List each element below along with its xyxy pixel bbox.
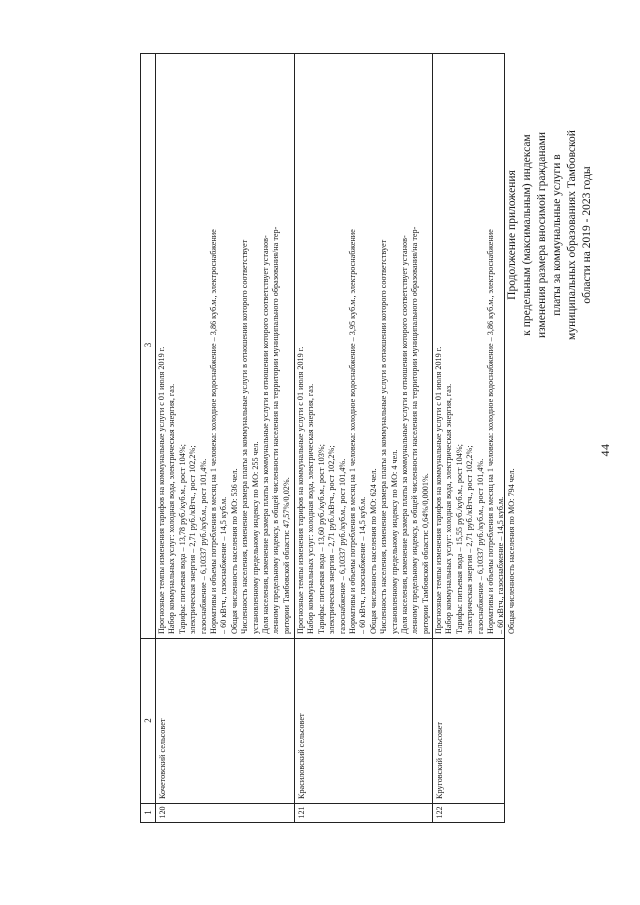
detail-line: ритории Тамбовской области: 47,57%/0,02%. bbox=[281, 477, 291, 634]
row-details bbox=[296, 54, 431, 634]
detail-line: Набор коммунальных услуг: холодная вода, электрическая энергия, газ. bbox=[167, 383, 177, 634]
detail-line: электрическая энергия – 2,71 руб./кВтч., рост 102,2%; bbox=[327, 445, 337, 634]
row-details bbox=[434, 54, 517, 634]
detail-line: ритории Тамбовской области: 0,64%/0,0001%. bbox=[420, 473, 430, 634]
detail-line: газоснабжение – 6,10337 руб./куб.м., рост 101,4%. bbox=[337, 458, 347, 634]
row-number: 120 bbox=[158, 806, 167, 819]
detail-line: газоснабжение – 6,10337 руб./куб.м., рост 101,4%. bbox=[198, 458, 208, 634]
detail-line: ленному предельному индексу, в общей численности населения на территории муниципального образования/на тер- bbox=[271, 226, 281, 634]
detail-line: Численность населения, изменение размера платы за коммунальные услуги в отношении которого соответствует bbox=[379, 239, 389, 634]
detail-line: Прогнозные темпы изменения тарифов на коммунальные услуги с 01 июля 2019 г. bbox=[434, 346, 443, 634]
header-cell: 1 bbox=[143, 810, 153, 815]
caption-line: к предельным (максимальным) индексам bbox=[521, 134, 533, 336]
caption-line: муниципальных образованиях Тамбовской bbox=[566, 130, 578, 340]
detail-line: Тарифы: питьевая вода – 15,55 руб./куб.м., рост 104%; bbox=[454, 444, 464, 634]
row-divider bbox=[432, 54, 433, 822]
detail-line: Прогнозные темпы изменения тарифов на коммунальные услуги с 01 июля 2019 г. bbox=[157, 346, 166, 634]
detail-line: Набор коммунальных услуг: холодная вода, электрическая энергия, газ. bbox=[444, 383, 454, 634]
row-divider bbox=[294, 54, 295, 822]
detail-line: Общая численность населения по МО: 624 чел. bbox=[368, 468, 378, 634]
detail-line: Нормативы и объемы потребления в месяц на 1 человека: холодное водоснабжение – 3,95 куб.м., электроснабжение bbox=[348, 229, 358, 634]
municipality-name: Круговский сельсовет bbox=[435, 722, 444, 799]
detail-line: Численность населения, изменение размера платы за коммунальные услуги в отношении которого соответствует bbox=[240, 239, 250, 634]
row-details bbox=[157, 54, 292, 634]
detail-line: Нормативы и объемы потребления в месяц на 1 человека: холодное водоснабжение – 3,86 куб.м., электроснабжение bbox=[209, 229, 219, 634]
detail-line: Набор коммунальных услуг: холодная вода, электрическая энергия, газ. bbox=[306, 383, 316, 634]
appendix-caption bbox=[505, 65, 595, 405]
detail-line: газоснабжение – 6,10337 руб./куб.м., рост 101,4%. bbox=[475, 458, 485, 634]
detail-line: Доля населения, изменение размера платы за коммунальные услуги в отношении которого соответствует установ- bbox=[400, 235, 410, 634]
row-number: 122 bbox=[435, 806, 444, 819]
detail-line: Нормативы и объемы потребления в месяц на 1 человека: холодное водоснабжение – 3,86 куб.м., электроснабжение bbox=[486, 229, 496, 634]
detail-line: – 60 кВтч., газоснабжение – 14,5 куб.м. bbox=[219, 496, 229, 634]
municipality-name: Красиловский сельсовет bbox=[297, 713, 306, 799]
caption-line: платы за коммунальные услуги в bbox=[551, 154, 563, 316]
caption-line: Продолжение приложения bbox=[506, 170, 518, 300]
detail-line: Общая численность населения по МО: 536 чел. bbox=[229, 468, 239, 634]
detail-line: ленному предельному индексу, в общей численности населения на территории муниципального образования/на тер- bbox=[410, 226, 420, 634]
detail-line: Тарифы: питьевая вода – 13,78 руб./куб.м., рост 104%; bbox=[177, 444, 187, 634]
caption-line: области на 2019 - 2023 годы bbox=[581, 166, 593, 304]
detail-line: Доля населения, изменение размера платы за коммунальные услуги в отношении которого соответствует установ- bbox=[261, 235, 271, 634]
header-cell: 2 bbox=[143, 718, 153, 723]
municipality-name: Кочетовский сельсовет bbox=[158, 718, 167, 799]
detail-line: электрическая энергия – 2,71 руб./кВтч., рост 102,2%; bbox=[465, 445, 475, 634]
column-number bbox=[141, 803, 504, 822]
detail-line: – 60 кВтч., газоснабжение – 14,5 куб.м. bbox=[496, 496, 506, 634]
row-divider bbox=[155, 54, 156, 822]
row-number: 121 bbox=[297, 806, 306, 819]
detail-line: Общая численность населения по МО: 794 чел. bbox=[506, 468, 516, 634]
detail-line: установленному предельному индексу по МО: 4 чел. bbox=[389, 449, 399, 634]
detail-line: Прогнозные темпы изменения тарифов на коммунальные услуги с 01 июля 2019 г. bbox=[296, 346, 305, 634]
detail-line: – 60 кВтч., газоснабжение – 14,5 куб.м. bbox=[358, 496, 368, 634]
detail-line: установленному предельному индексу по МО: 255 чел. bbox=[250, 441, 260, 634]
page-number: 44 bbox=[598, 443, 612, 457]
header-cell: 3 bbox=[143, 342, 153, 348]
caption-line: изменения размера вносимой гражданами bbox=[536, 131, 548, 339]
detail-line: электрическая энергия – 2,71 руб./кВтч., рост 102,2%; bbox=[188, 445, 198, 634]
column-municipality bbox=[141, 638, 504, 803]
detail-line: Тарифы: питьевая вода – 13,60 руб./куб.м., рост 103%; bbox=[316, 444, 326, 634]
